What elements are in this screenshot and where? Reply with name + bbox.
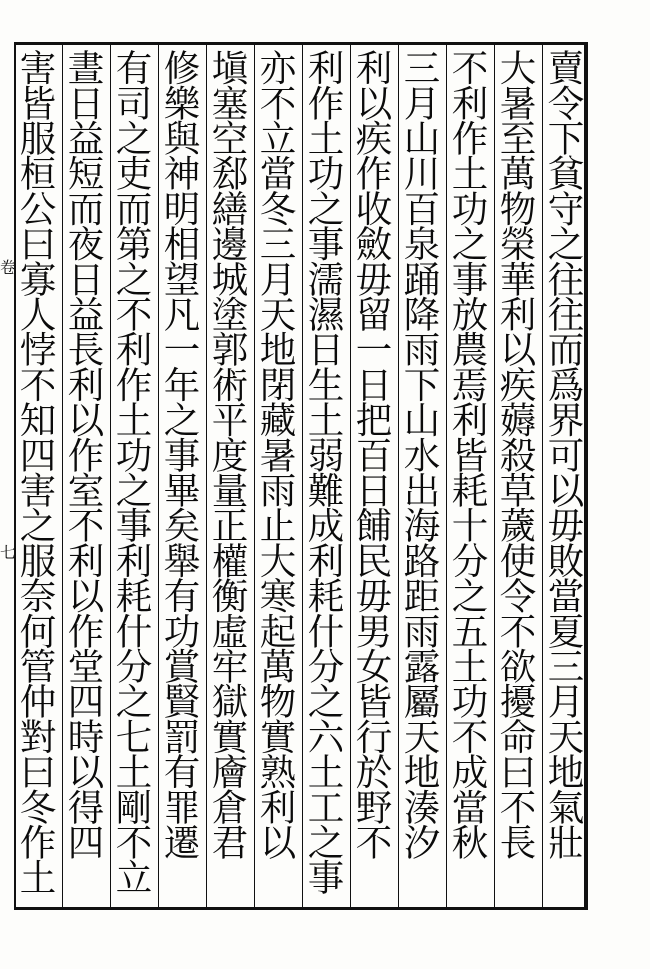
margin-mark-page: 七 <box>0 543 17 562</box>
text-column-10: 有司之吏而第之不利作土功之事利耗什分之七土剛不立 <box>110 49 153 894</box>
text-column-1: 賣令下貧守之往往而爲界可以毋敗當夏三月天地氣壯 <box>542 49 585 859</box>
text-column-11: 晝日益短而夜日益長利以作室不利以作堂四時以得四 <box>62 49 105 859</box>
text-column-2: 大暑至萬物榮華利以疾薅殺草薉使令不欲擾命曰不長 <box>494 49 537 859</box>
text-column-9: 修樂與神明相望凡一年之事畢矣舉有功賞賢罰有罪遷 <box>158 49 201 859</box>
text-column-4: 三月山川百泉踊降雨下山水出海路距雨露屬天地湊汐 <box>398 49 441 859</box>
text-column-8: 塡塞空郄繕邊城塗郭術平度量正權衡虛牢獄實廥倉君 <box>206 49 249 859</box>
text-column-7: 亦不立當冬三月天地閉藏暑雨止大寒起萬物實熟利以 <box>254 49 297 859</box>
margin-mark-volume: 卷 <box>0 258 17 277</box>
text-frame <box>14 42 588 910</box>
text-column-12: 害皆服桓公曰寡人悖不知四害之服奈何管仲對曰冬作土 <box>14 49 57 894</box>
text-column-6: 利作土功之事濡濕日生土弱難成利耗什分之六土工之事 <box>302 49 345 894</box>
text-column-3: 不利作土功之事放農焉利皆耗十分之五土功不成當秋 <box>446 49 489 859</box>
text-column-5: 利以疾作收斂毋留一日把百日餔民毋男女皆行於野不 <box>350 49 393 859</box>
